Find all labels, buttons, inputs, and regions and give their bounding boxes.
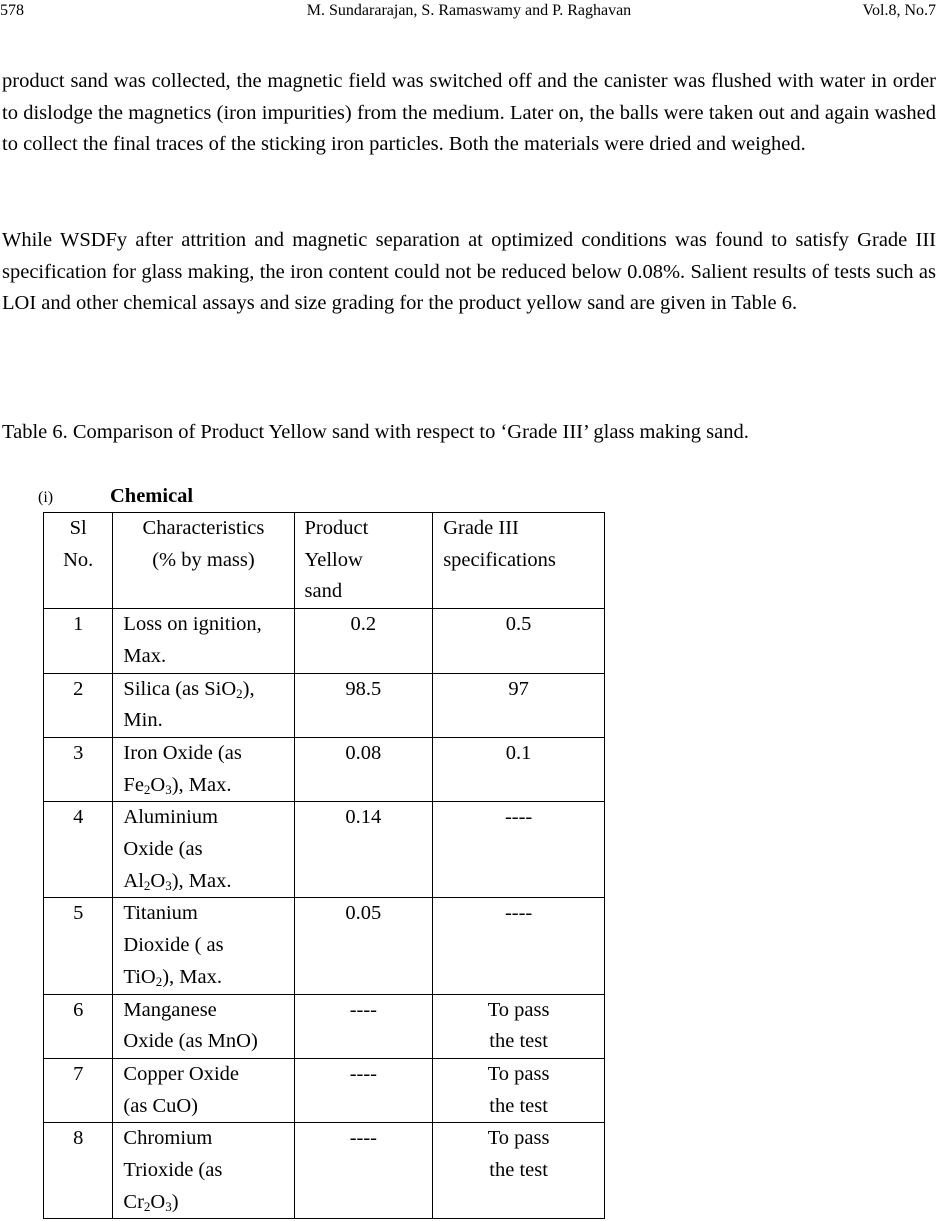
cell-product-value: 0.14 bbox=[294, 802, 433, 898]
cell-characteristic: Loss on ignition, Max. bbox=[113, 609, 294, 673]
cell-product-value: 0.08 bbox=[294, 737, 433, 801]
table-body bbox=[44, 609, 605, 1219]
section-number: (i) bbox=[38, 489, 54, 506]
header-sl-no: Sl No. bbox=[44, 513, 113, 609]
table-row bbox=[44, 802, 605, 898]
section-title: Chemical bbox=[110, 485, 194, 507]
chemical-comparison-table bbox=[43, 512, 605, 1219]
cell-grade-value: 97 bbox=[433, 673, 605, 737]
cell-characteristic: Titanium Dioxide ( as TiO$_2$), Max. bbox=[113, 898, 294, 994]
cell-characteristic: Silica (as SiO$_2$), Min. bbox=[113, 673, 294, 737]
body-paragraph-1: product sand was collected, the magnetic field was switched off and the canister was flushed with water in order to dislodge the magnetics (iron impurities) from the medium. Later on, the balls were taken out and again washed to collect the final traces of the sticking iron particles. Both the materials were dried and weighed. bbox=[2, 70, 936, 156]
cell-sl-no: 3 bbox=[44, 737, 113, 801]
journal-volume: Vol.8, No.7 bbox=[862, 2, 936, 19]
table-caption: Table 6. Comparison of Product Yellow sand with respect to ‘Grade III’ glass making sand. bbox=[2, 421, 749, 443]
cell-product-value: 0.05 bbox=[294, 898, 433, 994]
cell-grade-value: To pass the test bbox=[433, 1123, 605, 1219]
cell-sl-no: 2 bbox=[44, 673, 113, 737]
cell-characteristic: Aluminium Oxide (as $Al_2O_3$), Max. bbox=[113, 802, 294, 898]
running-authors: M. Sundararajan, S. Ramaswamy and P. Raghavan bbox=[306, 2, 632, 19]
table-row bbox=[44, 737, 605, 801]
table-row bbox=[44, 673, 605, 737]
cell-sl-no: 8 bbox=[44, 1123, 113, 1219]
cell-characteristic: Iron Oxide (as $Fe_2O_3$), Max. bbox=[113, 737, 294, 801]
cell-grade-value: 0.5 bbox=[433, 609, 605, 673]
header-grade-iii: Grade III specifications bbox=[433, 513, 605, 609]
cell-sl-no: 4 bbox=[44, 802, 113, 898]
cell-product-value: ---- bbox=[294, 1123, 433, 1219]
cell-grade-value: 0.1 bbox=[433, 737, 605, 801]
table-row bbox=[44, 1058, 605, 1122]
cell-characteristic: Manganese Oxide (as MnO) bbox=[113, 994, 294, 1058]
cell-grade-value: To pass the test bbox=[433, 1058, 605, 1122]
cell-sl-no: 7 bbox=[44, 1058, 113, 1122]
cell-sl-no: 6 bbox=[44, 994, 113, 1058]
table-row bbox=[44, 609, 605, 673]
header-characteristics: Characteristics (% by mass) bbox=[113, 513, 294, 609]
section-heading bbox=[38, 482, 194, 512]
cell-product-value: ---- bbox=[294, 994, 433, 1058]
cell-grade-value: ---- bbox=[433, 898, 605, 994]
cell-sl-no: 5 bbox=[44, 898, 113, 994]
cell-product-value: ---- bbox=[294, 1058, 433, 1122]
table-row bbox=[44, 1123, 605, 1219]
cell-characteristic: Copper Oxide (as CuO) bbox=[113, 1058, 294, 1122]
page-number: 578 bbox=[0, 2, 24, 19]
cell-product-value: 0.2 bbox=[294, 609, 433, 673]
cell-product-value: 98.5 bbox=[294, 673, 433, 737]
cell-characteristic: Chromium Trioxide (as $Cr_2O_3$) bbox=[113, 1123, 294, 1219]
cell-grade-value: ---- bbox=[433, 802, 605, 898]
table-row bbox=[44, 898, 605, 994]
body-paragraph-2: While WSDFy after attrition and magnetic separation at optimized conditions was found to satisfy Grade III specification for glass making, the iron content could not be reduced below 0.08%. Salient results of tests such as LOI and other chemical assays and size grading for the product yellow sand are given in Table 6. bbox=[2, 229, 936, 315]
table-header-row bbox=[44, 513, 605, 609]
cell-sl-no: 1 bbox=[44, 609, 113, 673]
cell-grade-value: To pass the test bbox=[433, 994, 605, 1058]
table-row bbox=[44, 994, 605, 1058]
header-product-yellow-sand: Product Yellow sand bbox=[294, 513, 433, 609]
running-header bbox=[0, 0, 938, 22]
